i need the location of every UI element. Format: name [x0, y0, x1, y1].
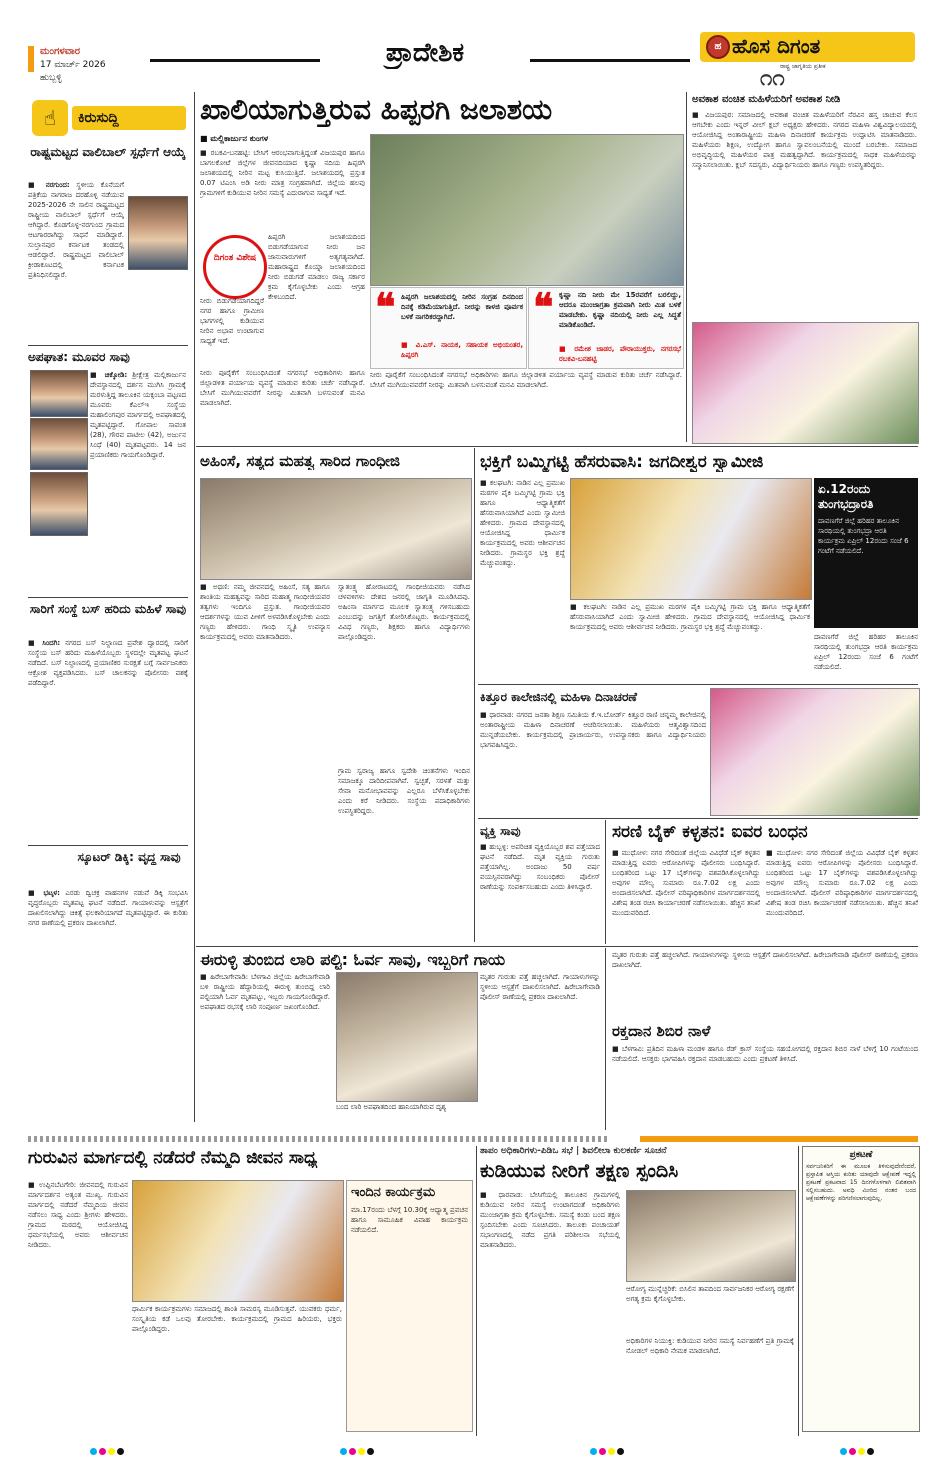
lorry-caption: ಬಂದ ಲಾರಿ ಅಪಘಾತದಿಂದ ಹಾನಿಯಾಗಿರುವ ದೃಶ್ಯ — [336, 1103, 447, 1111]
lead-byline: ■ ಮಲ್ಲಿಕಾರ್ಜುನ ಕುಂಗಳ — [200, 134, 269, 143]
kirusuddi-place-2: ■ ಚಿಕ್ಕೋಡಿ: — [90, 371, 128, 379]
reservoir-photo — [370, 134, 684, 286]
kittur-body — [480, 710, 706, 814]
left-column-divider — [194, 92, 195, 1122]
jagadeeshwara-body — [480, 478, 565, 678]
kittur-headline: ಕಿತ್ತೂರ ಕಾಲೇಜಿನಲ್ಲಿ ಮಹಿಳಾ ದಿನಾಚರಣೆ — [480, 690, 638, 704]
masthead-rule-left — [150, 59, 320, 62]
gandhi-divider — [474, 448, 475, 942]
right-top-headline: ಅವಕಾಶ ವಂಚಿತ ಮಹಿಳೆಯರಿಗೆ ಅವಕಾಶ ನೀಡಿ — [692, 94, 841, 105]
section-dotted-rule — [28, 1136, 608, 1142]
water-headline: ಕುಡಿಯುವ ನೀರಿಗೆ ತಕ್ಷಣ ಸ್ಪಂದಿಸಿ — [480, 1160, 679, 1182]
lorry-body-2 — [480, 972, 600, 1130]
masthead-day: ಮಂಗಳವಾರ — [40, 46, 81, 57]
kirusuddi-text-4: ಎರಡು ದ್ವಿಚಕ್ರ ವಾಹನಗಳ ನಡುವೆ ಡಿಕ್ಕಿ ಸಂಭವಿಸಿ ವೃದ್ಧರೊಬ್ಬರು ಮೃತಪಟ್ಟ ಘಟನೆ ನಡೆದಿದೆ. ಗಾಯಾಳುವನ್ನು ಆಸ್ಪತ್ರೆಗೆ ದಾಖಲಿಸಲಾಗಿದ್ದು ಚಿಕಿತ್ಸೆ ಫಲಕಾರಿಯಾಗದೆ ಮೃತಪಟ್ಟಿದ್ದಾರೆ. ಈ ಕುರಿತು ನಗರ ಠಾಣೆಯಲ್ಲಿ ಪ್ರಕರಣ ದಾಖಲಾಗಿದೆ. — [28, 889, 188, 927]
lead-body-2 — [268, 232, 365, 362]
kirusuddi-body-2 — [90, 370, 186, 590]
kirusuddi-hand-icon: ☝ — [32, 100, 68, 136]
kirusuddi-divider-1 — [28, 345, 188, 346]
gandhi-text-2: ಸ್ವಾತಂತ್ರ್ಯ ಹೋರಾಟದಲ್ಲಿ ಗಾಂಧೀಜಿಯವರು ನಡೆಸಿದ ಚಳವಳಿಗಳು ದೇಶದ ಜನರಲ್ಲಿ ಜಾಗೃತಿ ಮೂಡಿಸಿದವು. ಅಹಿಂಸಾ ಮಾರ್ಗದ ಮೂಲಕ ಸ್ವಾತಂತ್ರ್ಯ ಗಳಿಸಬಹುದು ಎಂಬುದನ್ನು ಜಗತ್ತಿಗೆ ತೋರಿಸಿಕೊಟ್ಟರು. ಕಾರ್ಯಕ್ರಮದಲ್ಲಿ ವಿವಿಧ ಗಣ್ಯರು, ಶಿಕ್ಷಕರು ಹಾಗೂ ವಿದ್ಯಾರ್ಥಿಗಳು ಪಾಲ್ಗೊಂಡಿದ್ದರು. — [338, 583, 470, 641]
right-top-text: ■ ವಿಜಯಪುರ: ಸಮಾಜದಲ್ಲಿ ಅವಕಾಶ ವಂಚಿತ ಮಹಿಳೆಯರಿಗೆ ನೆರವಿನ ಹಸ್ತ ಚಾಚುವ ಕೆಲಸ ಆಗಬೇಕು ಎಂದು ಇನ್ನರ್ ವೀಲ್ ಕ್ಲಬ್ ಅಧ್ಯಕ್ಷರು ಹೇಳಿದರು. ನಗರದ ಮಹಿಳಾ ವಿಶ್ವವಿದ್ಯಾಲಯದಲ್ಲಿ ಆಯೋಜಿಸಿದ್ದ ಅಂತಾರಾಷ್ಟ್ರೀಯ ಮಹಿಳಾ ದಿನಾಚರಣೆ ಕಾರ್ಯಕ್ರಮ ಉದ್ಘಾಟಿಸಿ ಮಾತನಾಡಿದರು. ಮಹಿಳೆಯರು ಶಿಕ್ಷಣ, ಉದ್ಯೋಗ ಹಾಗೂ ಸ್ವಾವಲಂಬನೆಯಲ್ಲಿ ಮುಂದೆ ಬರಬೇಕು. ಸಮಾಜದ ಅಭಿವೃದ್ಧಿಯಲ್ಲಿ ಮಹಿಳೆಯರ ಪಾತ್ರ ಮಹತ್ವದ್ದಾಗಿದೆ. ಕಾರ್ಯಕ್ರಮದಲ್ಲಿ ಸಾಧಕ ಮಹಿಳೆಯರನ್ನು ಸನ್ಮಾನಿಸಲಾಯಿತು. ಕ್ಲಬ್ ಸದಸ್ಯರು, ವಿದ್ಯಾರ್ಥಿನಿಯರು ಹಾಗೂ ಗಣ್ಯರು ಉಪಸ್ಥಿತರಿದ್ದರು. — [692, 111, 917, 169]
jagadeeshwara-headline: ಭಕ್ತಿಗೆ ಬಮ್ಮಿಗಟ್ಟಿ ಹೆಸರುವಾಸಿ: ಜಗದೀಶ್ವರ ಸ್ವಾಮೀಜಿ — [480, 452, 764, 472]
kirusuddi-body-4 — [28, 888, 188, 1118]
chain-body — [612, 848, 760, 942]
kirusuddi-title-2: ಅಪಘಾತ: ಮೂವರ ಸಾವು — [28, 350, 130, 364]
jagadeeshwara-text-2: ■ ಕಲಘಟಗಿ: ನಾಡಿನ ಎಲ್ಲ ಪ್ರಮುಖ ಮಠಗಳ ಪೈಕಿ ಬಮ್ಮಿಗಟ್ಟಿ ಗ್ರಾಮ ಭಕ್ತಿ ಹಾಗೂ ಆಧ್ಯಾತ್ಮಿಕತೆಗೆ ಹೆಸರುವಾಸಿಯಾಗಿದೆ ಎಂದು ಸ್ವಾಮೀಜಿ ಹೇಳಿದರು. ಗ್ರಾಮದ ದೇವಸ್ಥಾನದಲ್ಲಿ ಆಯೋಜಿಸಿದ್ದ ಧಾರ್ಮಿಕ ಕಾರ್ಯಕ್ರಮದಲ್ಲಿ ಅವರು ಆಶೀರ್ವಚನ ನೀಡಿದರು. ಗ್ರಾಮಸ್ಥರ ಭಕ್ತಿ ಶ್ರದ್ಧೆ ಮೆಚ್ಚುವಂತದ್ದು. — [570, 603, 810, 631]
kirusuddi-title-4: ಸ್ಕೂಟರ್ ಡಿಕ್ಕಿ: ವೃದ್ಧ ಸಾವು — [77, 850, 181, 864]
brand-tagline: ರಾಷ್ಟ್ರ ಜಾಗೃತಿಯ ಪ್ರತೀಕ — [780, 63, 826, 70]
blood-top-text-content: ಮೃತರ ಗುರುತು ಪತ್ತೆ ಹಚ್ಚಲಾಗಿದೆ. ಗಾಯಾಳುಗಳನ್ನು ಸ್ಥಳೀಯ ಆಸ್ಪತ್ರೆಗೆ ದಾಖಲಿಸಲಾಗಿದೆ. ಹಿರೇಬಾಗೇವಾಡಿ ಪೊಲೀಸ್ ಠಾಣೆಯಲ್ಲಿ ಪ್ರಕರಣ ದಾಖಲಾಗಿದೆ. — [612, 951, 918, 969]
gandhi-body-1 — [200, 582, 330, 942]
quote-mark-2-icon: ❝ — [533, 287, 554, 329]
row1-divider — [196, 446, 918, 447]
kirusuddi-body-1 — [28, 180, 124, 350]
brand-emblem-icon: ಹ — [706, 35, 730, 59]
blood-text: ■ ಬೆಳಗಾವಿ: ಪ್ರತಿದಿನ ಮಹಿಳಾ ಮಂಡಳಿ ಹಾಗೂ ರೆಡ್ ಕ್ರಾಸ್ ಸಂಸ್ಥೆಯ ಸಹಯೋಗದಲ್ಲಿ ರಕ್ತದಾನ ಶಿಬಿರ ನಾಳೆ ಬೆಳಿಗ್ಗೆ 10 ಗಂಟೆಯಿಂದ ನಡೆಯಲಿದೆ. ಆಸಕ್ತರು ಭಾಗವಹಿಸಿ ರಕ್ತದಾನ ಮಾಡಬಹುದು ಎಂದು ಪ್ರಕಟಣೆ ತಿಳಿಸಿದೆ. — [612, 1045, 918, 1063]
brand-name: ಹೊಸ ದಿಗಂತ — [732, 34, 821, 58]
chain-headline: ಸರಣಿ ಬೈಕ್ ಕಳ್ಳತನ: ಐವರ ಬಂಧನ — [612, 822, 808, 842]
victim-photo-2 — [30, 418, 88, 470]
jagadeeshwara-text: ■ ಕಲಘಟಗಿ: ನಾಡಿನ ಎಲ್ಲ ಪ್ರಮುಖ ಮಠಗಳ ಪೈಕಿ ಬಮ್ಮಿಗಟ್ಟಿ ಗ್ರಾಮ ಭಕ್ತಿ ಹಾಗೂ ಆಧ್ಯಾತ್ಮಿಕತೆಗೆ ಹೆಸರುವಾಸಿಯಾಗಿದೆ ಎಂದು ಸ್ವಾಮೀಜಿ ಹೇಳಿದರು. ಗ್ರಾಮದ ದೇವಸ್ಥಾನದಲ್ಲಿ ಆಯೋಜಿಸಿದ್ದ ಧಾರ್ಮಿಕ ಕಾರ್ಯಕ್ರಮದಲ್ಲಿ ಅವರು ಆಶೀರ್ವಚನ ನೀಡಿದರು. ಗ್ರಾಮಸ್ಥರ ಭಕ್ತಿ ಶ್ರದ್ಧೆ ಮೆಚ್ಚುವಂತದ್ದು. — [480, 479, 565, 567]
water-kicker: ತಾಪಂ ಅಧಿಕಾರಿಗಳು-ಪಿಡಿಒ ಸಭೆ | ಶಿವಲೀಲಾ ಕುಲಕರ್ಣಿ ಸೂಚನೆ — [480, 1146, 667, 1156]
swamiji-photo — [570, 478, 812, 600]
masthead-date: 17 ಮಾರ್ಚ್ 2026 — [40, 60, 106, 70]
water-text-1: ■ ಧಾರವಾಡ: ಬೇಸಿಗೆಯಲ್ಲಿ ತಾಲೂಕಿನ ಗ್ರಾಮಗಳಲ್ಲಿ ಕುಡಿಯುವ ನೀರಿನ ಸಮಸ್ಯೆ ಉಂಟಾಗದಂತೆ ಅಧಿಕಾರಿಗಳು ಮುಂಜಾಗ್ರತಾ ಕ್ರಮ ಕೈಗೊಳ್ಳಬೇಕು. ಸಮಸ್ಯೆ ಕಂಡು ಬಂದ ತಕ್ಷಣ ಸ್ಪಂದಿಸಬೇಕು ಎಂದು ಸೂಚಿಸಿದರು. ತಾಲೂಕು ಪಂಚಾಯತ್ ಸಭಾಂಗಣದಲ್ಲಿ ನಡೆದ ಪ್ರಗತಿ ಪರಿಶೀಲನಾ ಸಭೆಯಲ್ಲಿ ಮಾತನಾಡಿದರು. — [480, 1191, 620, 1249]
kirusuddi-place-1: ■ ನರಗುಂದ: — [28, 181, 70, 189]
tungabhadra-after — [814, 632, 918, 680]
gandhi-body-3 — [338, 766, 470, 942]
chain-text: ■ ಮುಧೋಳ: ನಗರ ಸೇರಿದಂತೆ ಜಿಲ್ಲೆಯ ವಿವಿಧೆಡೆ ಬೈಕ್ ಕಳ್ಳತನ ಮಾಡುತ್ತಿದ್ದ ಐವರು ಆರೋಪಿಗಳನ್ನು ಪೊಲೀಸರು ಬಂಧಿಸಿದ್ದಾರೆ. ಬಂಧಿತರಿಂದ ಒಟ್ಟು 17 ಬೈಕ್‌ಗಳನ್ನು ವಶಪಡಿಸಿಕೊಳ್ಳಲಾಗಿದ್ದು ಅವುಗಳ ಮೌಲ್ಯ ಸುಮಾರು ರೂ.7.02 ಲಕ್ಷ ಎಂದು ಅಂದಾಜಿಸಲಾಗಿದೆ. ಪೊಲೀಸ್ ವರಿಷ್ಠಾಧಿಕಾರಿಗಳ ಮಾರ್ಗದರ್ಶನದಲ್ಲಿ ವಿಶೇಷ ತಂಡ ರಚಿಸಿ ಕಾರ್ಯಾಚರಣೆ ನಡೆಸಲಾಯಿತು. ಹೆಚ್ಚಿನ ತನಿಖೆ ಮುಂದುವರಿದಿದೆ. — [612, 849, 760, 917]
blood-top-text — [612, 950, 918, 1016]
brand-logo — [700, 32, 915, 62]
notice-divider — [798, 1146, 799, 1436]
gandhi-text-1: ■ ಅಥಣಿ: ನಮ್ಮ ಜೀವನದಲ್ಲಿ ಅಹಿಂಸೆ, ಸತ್ಯ ಹಾಗೂ ಶಾಂತಿಯ ಮಹತ್ವವನ್ನು ಸಾರಿದ ಮಹಾತ್ಮ ಗಾಂಧೀಜಿಯವರ ತತ್ವಗಳು ಇಂದಿಗೂ ಪ್ರಸ್ತುತ. ಗಾಂಧೀಜಿಯವರ ಆದರ್ಶಗಳನ್ನು ಯುವ ಪೀಳಿಗೆ ಅಳವಡಿಸಿಕೊಳ್ಳಬೇಕು ಎಂದು ಗಣ್ಯರು ಹೇಳಿದರು. ಗಾಂಧಿ ಸ್ಮೃತಿ ಉಪನ್ಯಾಸ ಕಾರ್ಯಕ್ರಮದಲ್ಲಿ ಅವರು ಮಾತನಾಡಿದರು. — [200, 583, 330, 641]
notice-title: ಪ್ರಕಟಣೆ — [849, 1150, 873, 1160]
tungabhadra-after-text: ದಾವಣಗೆರೆ ಜಿಲ್ಲೆ ಹರಿಹರ ತಾಲೂಕಿನ ಸಾರಥಿಯಲ್ಲಿ ತುಂಗಭದ್ರಾ ಆರತಿ ಕಾರ್ಯಕ್ರಮ ಏಪ್ರಿಲ್ 12ರಂದು ಸಂಜೆ 6 ಗಂಟೆಗೆ ನಡೆಯಲಿದೆ. — [814, 633, 918, 671]
quote-box-2 — [528, 287, 684, 369]
jagadeeshwara-divider — [478, 684, 918, 685]
page-number: ೧೧ — [760, 66, 785, 91]
quote-mark-1-icon: ❝ — [375, 287, 396, 329]
notice-body: ಸರ್ವಜನಿಕರಿಗೆ ಈ ಮೂಲಕ ತಿಳಿಸುವುದೇನೆಂದರೆ, ಪ್ರಸ್ತಾಪಿತ ಆಸ್ತಿಯ ಕುರಿತು ಯಾವುದೇ ಆಕ್ಷೇಪಣೆ ಇದ್ದಲ್ಲಿ ಪ್ರಕಟಣೆ ಪ್ರಕಟವಾದ 15 ದಿನಗಳೊಳಗಾಗಿ ಲಿಖಿತವಾಗಿ ಸಲ್ಲಿಸಬಹುದು. ಅವಧಿ ಮೀರಿದ ನಂತರ ಬಂದ ಆಕ್ಷೇಪಣೆಗಳನ್ನು ಪರಿಗಣಿಸಲಾಗುವುದಿಲ್ಲ. — [806, 1163, 916, 1202]
program-box — [346, 1180, 473, 1432]
kirusuddi-title-3: ಸಾರಿಗೆ ಸಂಸ್ಥೆ ಬಸ್ ಹರಿದು ಮಹಿಳೆ ಸಾವು — [29, 602, 187, 616]
lead-body-3 — [200, 296, 264, 366]
tungabhadra-box — [814, 478, 918, 628]
digantha-badge-label: ದಿಗಂತ ವಿಶೇಷ — [213, 253, 257, 263]
water-sub-2-text: ಅಧಿಕಾರಿಗಳ ನಿಯುಕ್ತಿ: ಕುಡಿಯುವ ನೀರಿನ ಸಮಸ್ಯೆ ನಿರ್ವಹಣೆಗೆ ಪ್ರತಿ ಗ್ರಾಮಕ್ಕೆ ನೋಡಲ್ ಅಧಿಕಾರಿ ನೇಮಕ ಮಾಡಲಾಗಿದೆ. — [626, 1337, 794, 1355]
lead-body-3b — [200, 368, 365, 438]
player-photo — [128, 196, 188, 270]
victim-photo-1 — [30, 370, 88, 417]
kirusuddi-divider-3 — [28, 845, 188, 846]
lorry-headline: ಈರುಳ್ಳಿ ತುಂಬಿದ ಲಾರಿ ಪಲ್ಟಿ: ಓರ್ವ ಸಾವು, ಇಬ್ಬರಿಗೆ ಗಾಯ — [200, 950, 506, 969]
death-headline: ವ್ಯಕ್ತಿ ಸಾವು — [480, 824, 521, 838]
chain-body-2 — [766, 848, 918, 942]
guru-text-1: ■ ಉಪ್ಪಿನಬೆಟಗೇರಿ: ಜೀವನದಲ್ಲಿ ಗುರುವಿನ ಮಾರ್ಗದರ್ಶನ ಅತ್ಯಂತ ಮುಖ್ಯ. ಗುರುವಿನ ಮಾರ್ಗದಲ್ಲಿ ನಡೆದರೆ ನೆಮ್ಮದಿಯ ಜೀವನ ನಡೆಸಲು ಸಾಧ್ಯ ಎಂದು ಶ್ರೀಗಳು ಹೇಳಿದರು. ಗ್ರಾಮದ ಮಠದಲ್ಲಿ ಆಯೋಜಿಸಿದ್ದ ಧರ್ಮಸಭೆಯಲ್ಲಿ ಅವರು ಆಶೀರ್ವಚನ ನೀಡಿದರು. — [28, 1181, 128, 1249]
tungabhadra-body: ದಾವಣಗೆರೆ ಜಿಲ್ಲೆ ಹರಿಹರ ತಾಲೂಕಿನ ಸಾರಥಿಯಲ್ಲಿ ತುಂಗಭದ್ರಾ ಆರತಿ ಕಾರ್ಯಕ್ರಮ ಏಪ್ರಿಲ್ 12ರಂದು ಸಂಜೆ 6 ಗಂಟೆಗೆ ನಡೆಯಲಿದೆ. — [818, 517, 909, 555]
quote-box-1 — [370, 287, 527, 369]
kirusuddi-header — [28, 98, 186, 138]
lead-body-1 — [200, 148, 365, 231]
guru-headline: ಗುರುವಿನ ಮಾರ್ಗದಲ್ಲಿ ನಡೆದರೆ ನೆಮ್ಮದಿ ಜೀವನ ಸಾಧ್ಯ — [28, 1148, 318, 1168]
row2-divider — [196, 946, 918, 947]
notice-box — [802, 1146, 920, 1432]
victim-photo-3 — [30, 472, 88, 536]
quote-1: ಹಿಪ್ಪರಗಿ ಜಲಾಶಯದಲ್ಲಿ ನೀರಿನ ಸಂಗ್ರಹ ದಿನದಿಂದ ದಿನಕ್ಕೆ ಕಡಿಮೆಯಾಗುತ್ತಿದೆ. ನೀರನ್ನು ಕಾಳಜಿ ಪೂರ್ವಕ ಬಳಕೆ ನಾಗರಿಕರದ್ದಾಗಿದೆ. — [401, 293, 523, 321]
jagadeeshwara-body-2 — [570, 602, 810, 678]
quote-1-by: ■ ವಿ.ಎಸ್. ನಾಯಕ, ಸಹಾಯಕ ಅಭಿಯಂತರ, ಹಿಪ್ಪರಗಿ — [401, 341, 523, 359]
registration-dots-4 — [840, 1440, 876, 1459]
guru-divider — [476, 1146, 477, 1436]
guru-text-2: ಧಾರ್ಮಿಕ ಕಾರ್ಯಕ್ರಮಗಳು ಸಮಾಜದಲ್ಲಿ ಶಾಂತಿ ಸಾಮರಸ್ಯ ಮೂಡಿಸುತ್ತವೆ. ಯುವಕರು ಧರ್ಮ, ಸಂಸ್ಕೃತಿಯ ಕಡೆ ಒಲವು ತೋರಬೇಕು. ಕಾರ್ಯಕ್ರಮದಲ್ಲಿ ಗ್ರಾಮದ ಹಿರಿಯರು, ಭಕ್ತರು ಪಾಲ್ಗೊಂಡಿದ್ದರು. — [132, 1305, 342, 1333]
kirusuddi-text-1: ಸ್ಥಳೀಯ ಕೊನೆಯಗೆ ಪತ್ರಿಕೆಯ ನಾಗರಾಜ ದರಹೊಳ್ಳಿ ನಡೆಯುವ 2025-2026 ನೇ ಸಾಲಿನ ರಾಷ್ಟ್ರಮಟ್ಟದ ರಾಷ್ಟ್ರೀಯ ವಾಲಿಬಾಲ್ ಸ್ಪರ್ಧೆಗೆ ಆಯ್ಕೆ ಆಗಿದ್ದಾರೆ. ಕೊಡಗೊಳ್ಳ-ನರಗುಂದ ಗ್ರಾಮದ ಆಟಗಾರರಾಗಿದ್ದು ಸಾಧನೆ ಮಾಡಿದ್ದಾರೆ. ಸುಲ್ತಾನಪುರ ಕರ್ನಾಟಕ ತಂಡದಲ್ಲಿ ಆಡಲಿದ್ದಾರೆ. ರಾಷ್ಟ್ರಮಟ್ಟದ ವಾಲಿಬಾಲ್ ಕ್ರೀಡಾಕೂಟದಲ್ಲಿ ಕರ್ನಾಟಕ ಪ್ರತಿನಿಧಿಸಲಿದ್ದಾರೆ. — [28, 181, 124, 279]
lorry-body-1 — [200, 972, 330, 1130]
registration-dots-3 — [590, 1440, 626, 1459]
gandhi-body-2 — [338, 582, 470, 762]
lead-body-4 — [370, 370, 682, 440]
lorry-text-2: ಮೃತರ ಗುರುತು ಪತ್ತೆ ಹಚ್ಚಲಾಗಿದೆ. ಗಾಯಾಳುಗಳನ್ನು ಸ್ಥಳೀಯ ಆಸ್ಪತ್ರೆಗೆ ದಾಖಲಿಸಲಾಗಿದೆ. ಹಿರೇಬಾಗೇವಾಡಿ ಪೊಲೀಸ್ ಠಾಣೆಯಲ್ಲಿ ಪ್ರಕರಣ ದಾಖಲಾಗಿದೆ. — [480, 973, 600, 1001]
digantha-vishesha-badge — [203, 235, 267, 299]
kirusuddi-place-3: ■ ಸಿಂದಗಿ: — [28, 639, 61, 647]
water-body-1 — [480, 1190, 620, 1430]
gandhi-event-photo — [200, 478, 472, 580]
lead-text-5: ನೀರು ಪೂರೈಕೆಗೆ ಸಂಬಂಧಿಸಿದಂತೆ ನಗರಸಭೆ ಅಧಿಕಾರಿಗಳು ಹಾಗೂ ಜಿಲ್ಲಾಡಳಿತ ಪರ್ಯಾಯ ವ್ಯವಸ್ಥೆ ಮಾಡುವ ಕುರಿತು ಚರ್ಚೆ ನಡೆಸಿದ್ದಾರೆ. ಬೇಸಿಗೆ ಮುಗಿಯುವವರೆಗೆ ನೀರನ್ನು ಮಿತವಾಗಿ ಬಳಸುವಂತೆ ಮನವಿ ಮಾಡಲಾಗಿದೆ. — [370, 371, 682, 389]
kirusuddi-text-2: ಶ್ರೀಕ್ಷೇತ್ರ ಮಲ್ಲಿಕಾರ್ಜುನ ದೇವಸ್ಥಾನದಲ್ಲಿ ದರ್ಶನ ಮುಗಿಸಿ ಗ್ರಾಮಕ್ಕೆ ಮರಳುತ್ತಿದ್ದ ತಾಲೂಕಿನ ಯಕ್ಸಂಬಾ ಪಟ್ಟಣದ ಮೂವರು ಕೆಎಲ್ಇ ಸಂಸ್ಥೆಯ ಮಹಾಲಿಂಗಪುರ ಮಾರ್ಗದಲ್ಲಿ ಅಪಘಾತದಲ್ಲಿ ಮೃತಪಟ್ಟಿದ್ದಾರೆ. ಗೋಪಾಲ ಸಾವಂತ (28), ಗೌರವ ಪಾಟೀಲ (42), ಅರ್ಜುನ ಸಿಂಧೆ (40) ಮೃತಪಟ್ಟವರು. 14 ಜನ ಪ್ರಯಾಣಿಕರು ಗಾಯಗೊಂಡಿದ್ದಾರೆ. — [90, 371, 186, 459]
registration-dots-2 — [340, 1440, 376, 1459]
masthead-rule-right — [530, 59, 690, 62]
kirusuddi-divider-2 — [28, 597, 188, 598]
program-title: ಇಂದಿನ ಕಾರ್ಯಕ್ರಮ — [351, 1185, 436, 1200]
kirusuddi-label: ಕಿರುಸುದ್ದಿ — [72, 106, 186, 130]
lorry-photo — [336, 972, 478, 1102]
kirusuddi-body-3 — [28, 638, 188, 838]
lorry-text-1: ■ ಹಿರೇಬಾಗೇವಾಡಿ: ಬೆಳಗಾವಿ ಜಿಲ್ಲೆಯ ಹಿರೇಬಾಗೇವಾಡಿ ಬಳಿ ರಾಷ್ಟ್ರೀಯ ಹೆದ್ದಾರಿಯಲ್ಲಿ ಈರುಳ್ಳಿ ತುಂಬಿದ್ದ ಲಾರಿ ಪಲ್ಟಿಯಾಗಿ ಓರ್ವ ಮೃತಪಟ್ಟು, ಇಬ್ಬರು ಗಾಯಗೊಂಡಿದ್ದಾರೆ. ಅಪಘಾತದ ರಭಸಕ್ಕೆ ಲಾರಿ ಸಂಪೂರ್ಣ ಜಖಂಗೊಂಡಿದೆ. — [200, 973, 330, 1011]
death-text: ■ ಹುಬ್ಬಳ್ಳಿ: ಅಪರಿಚಿತ ವ್ಯಕ್ತಿಯೊಬ್ಬರ ಶವ ಪತ್ತೆಯಾದ ಘಟನೆ ನಡೆದಿದೆ. ಮೃತ ವ್ಯಕ್ತಿಯ ಗುರುತು ಪತ್ತೆಯಾಗಿಲ್ಲ. ಅಂದಾಜು 50 ವರ್ಷ ವಯಸ್ಸಿನವರಾಗಿದ್ದು ಸಂಬಂಧಿಕರು ಪೊಲೀಸ್ ಠಾಣೆಯನ್ನು ಸಂಪರ್ಕಿಸಬಹುದು ಎಂದು ತಿಳಿಸಿದ್ದಾರೆ. — [480, 843, 600, 891]
registration-dots-1 — [90, 1440, 126, 1459]
guru-body-2 — [132, 1304, 342, 1430]
guru-body-1 — [28, 1180, 128, 1430]
gandhi-text-3: ಗ್ರಾಮ ಸ್ವರಾಜ್ಯ ಹಾಗೂ ಸ್ವದೇಶಿ ಚಿಂತನೆಗಳು ಇಂದಿನ ಸಮಾಜಕ್ಕೂ ದಾರಿದೀಪವಾಗಿವೆ. ಸ್ವಚ್ಛತೆ, ಸರಳತೆ ಮತ್ತು ಸೇವಾ ಮನೋಭಾವವನ್ನು ಎಲ್ಲರೂ ಬೆಳೆಸಿಕೊಳ್ಳಬೇಕು ಎಂದು ಕರೆ ನೀಡಿದರು. ಸಂಸ್ಥೆಯ ಪದಾಧಿಕಾರಿಗಳು ಉಪಸ್ಥಿತರಿದ್ದರು. — [338, 767, 470, 815]
masthead-bar — [28, 46, 34, 72]
lead-text-4: ನೀರು ಪೂರೈಕೆಗೆ ಸಂಬಂಧಿಸಿದಂತೆ ನಗರಸಭೆ ಅಧಿಕಾರಿಗಳು ಹಾಗೂ ಜಿಲ್ಲಾಡಳಿತ ಪರ್ಯಾಯ ವ್ಯವಸ್ಥೆ ಮಾಡುವ ಕುರಿತು ಚರ್ಚೆ ನಡೆಸಿದ್ದಾರೆ. ಬೇಸಿಗೆ ಮುಗಿಯುವವರೆಗೆ ನೀರನ್ನು ಮಿತವಾಗಿ ಬಳಸುವಂತೆ ಮನವಿ ಮಾಡಲಾಗಿದೆ. — [200, 369, 365, 407]
death-divider — [605, 820, 606, 944]
kirusuddi-place-4: ■ ಭಟ್ಕಳ: — [28, 889, 60, 897]
blood-body — [612, 1044, 918, 1130]
chain-text-2: ■ ಮುಧೋಳ: ನಗರ ಸೇರಿದಂತೆ ಜಿಲ್ಲೆಯ ವಿವಿಧೆಡೆ ಬೈಕ್ ಕಳ್ಳತನ ಮಾಡುತ್ತಿದ್ದ ಐವರು ಆರೋಪಿಗಳನ್ನು ಪೊಲೀಸರು ಬಂಧಿಸಿದ್ದಾರೆ. ಬಂಧಿತರಿಂದ ಒಟ್ಟು 17 ಬೈಕ್‌ಗಳನ್ನು ವಶಪಡಿಸಿಕೊಳ್ಳಲಾಗಿದ್ದು ಅವುಗಳ ಮೌಲ್ಯ ಸುಮಾರು ರೂ.7.02 ಲಕ್ಷ ಎಂದು ಅಂದಾಜಿಸಲಾಗಿದೆ. ಪೊಲೀಸ್ ವರಿಷ್ಠಾಧಿಕಾರಿಗಳ ಮಾರ್ಗದರ್ಶನದಲ್ಲಿ ವಿಶೇಷ ತಂಡ ರಚಿಸಿ ಕಾರ್ಯಾಚರಣೆ ನಡೆಸಲಾಯಿತು. ಹೆಚ್ಚಿನ ತನಿಖೆ ಮುಂದುವರಿದಿದೆ. — [766, 849, 918, 917]
womens-day-photo — [692, 322, 919, 444]
right-top-body — [692, 110, 917, 320]
water-sub-2 — [626, 1336, 794, 1430]
lead-text-2: ಹಿಪ್ಪರಗಿ ಜಲಾಶಯದಿಂದ ಬಿಡುಗಡೆಯಾಗುವ ನೀರು ಜನ ಜಾನುವಾರುಗಳಿಗೆ ಅತ್ಯಗತ್ಯವಾಗಿದೆ. ಮಹಾರಾಷ್ಟ್ರದ ಕೊಯ್ನಾ ಜಲಾಶಯದಿಂದ ನೀರು ಬಿಡುಗಡೆ ಮಾಡಲು ರಾಜ್ಯ ಸರ್ಕಾರ ಕ್ರಮ ಕೈಗೊಳ್ಳಬೇಕು ಎಂದು ಆಗ್ರಹ ಕೇಳಿಬಂದಿದೆ. — [268, 233, 365, 301]
quote-2: ಕೃಷ್ಣಾ ನದಿ ನೀರು ಮೇ 15ರವರೆಗೆ ಬರಲಿದ್ದು, ಆದರೂ ಮುಂಜಾಗ್ರತಾ ಕ್ರಮವಾಗಿ ನೀರು ಮಿತ ಬಳಕೆ ಮಾಡಬೇಕು. ಕೃಷ್ಣಾ ನದಿಯಲ್ಲಿ ನೀರು ಎಲ್ಲ ಸಿದ್ಧತೆ ಮಾಡಿಕೊಂಡಿದೆ. — [559, 291, 681, 329]
lead-right-divider — [686, 92, 687, 442]
kittur-text: ■ ಧಾರವಾಡ: ನಗರದ ಜನತಾ ಶಿಕ್ಷಣ ಸಮಿತಿಯ ಕೆ.ಇ.ಬೋರ್ಡ್ ಕಿತ್ತೂರ ರಾಣಿ ಚನ್ನಮ್ಮ ಕಾಲೇಜಿನಲ್ಲಿ ಅಂತಾರಾಷ್ಟ್ರೀಯ ಮಹಿಳಾ ದಿನಾಚರಣೆ ಆಚರಿಸಲಾಯಿತು. ಮಹಿಳೆಯರು ಆತ್ಮವಿಶ್ವಾಸದಿಂದ ಮುನ್ನಡೆಯಬೇಕು. ಕಾರ್ಯಕ್ರಮದಲ್ಲಿ ಪ್ರಾಚಾರ್ಯರು, ಉಪನ್ಯಾಸಕರು ಹಾಗೂ ವಿದ್ಯಾರ್ಥಿನಿಯರು ಭಾಗವಹಿಸಿದ್ದರು. — [480, 711, 706, 749]
lead-text-3: ನೀರು ಬಿಡುಗಡೆಯಾಗದಿದ್ದರೆ ನಗರ ಹಾಗೂ ಗ್ರಾಮೀಣ ಭಾಗಗಳಲ್ಲಿ ಕುಡಿಯುವ ನೀರಿನ ಅಭಾವ ಉಂಟಾಗುವ ಸಾಧ್ಯತೆ ಇದೆ. — [200, 297, 264, 345]
section-title: ಪ್ರಾದೇಶಿಕ — [385, 38, 465, 68]
kittur-photo — [710, 688, 920, 816]
kirusuddi-title-1: ರಾಷ್ಟ್ರಮಟ್ಟದ ವಾಲಿಬಾಲ್ ಸ್ಪರ್ಧೆಗೆ ಆಯ್ಕೆ — [30, 145, 186, 159]
program-body: ಮಾ.17ರಂದು ಬೆಳಗ್ಗೆ 10.30ಕ್ಕೆ ಆಧ್ಯಾತ್ಮ ಪ್ರವಚನ ಹಾಗೂ ಸಾಮೂಹಿಕ ವಿವಾಹ ಕಾರ್ಯಕ್ರಮ ನಡೆಯಲಿದೆ. — [351, 1206, 468, 1234]
lead-headline: ಖಾಲಿಯಾಗುತ್ತಿರುವ ಹಿಪ್ಪರಗಿ ಜಲಾಶಯ — [200, 93, 553, 126]
gandhi-headline: ಅಹಿಂಸೆ, ಸತ್ಯದ ಮಹತ್ವ ಸಾರಿದ ಗಾಂಧೀಜಿ — [200, 452, 400, 470]
water-sub-1-text: ಆರೋಗ್ಯ ಮುನ್ನೆಚ್ಚರಿಕೆ: ಬಿಸಿಲಿನ ತಾಪದಿಂದ ಸಾರ್ವಜನಿಕರ ಆರೋಗ್ಯ ರಕ್ಷಣೆಗೆ ಅಗತ್ಯ ಕ್ರಮ ಕೈಗೊಳ್ಳಬೇಕು. — [626, 1285, 794, 1303]
section-accent-rule — [640, 1136, 918, 1142]
masthead-city: ಹುಬ್ಬಳ್ಳಿ — [40, 73, 62, 83]
water-meeting-photo — [626, 1190, 796, 1282]
lorry-divider — [605, 948, 606, 1130]
lead-text-1: ■ ರಬಕವಿ-ಬನಹಟ್ಟಿ: ಬೇಸಿಗೆ ಆರಂಭವಾಗುತ್ತಿದ್ದಂತೆ ವಿಜಯಪುರ ಹಾಗೂ ಬಾಗಲಕೋಟೆ ಜಿಲ್ಲೆಗಳ ಜೀವನದಿಯಾದ ಕೃಷ್ಣಾ ನದಿಯ ಹಿಪ್ಪರಗಿ ಜಲಾಶಯದಲ್ಲಿ ನೀರಿನ ಮಟ್ಟ ಕುಸಿಯುತ್ತಿದೆ. ಜಲಾಶಯದಲ್ಲಿ ಪ್ರಸ್ತುತ 0.07 ಟಿಎಂಸಿ ಅಡಿ ನೀರು ಮಾತ್ರ ಸಂಗ್ರಹವಾಗಿದೆ. ಜಿಲ್ಲೆಯ ಹಲವು ಗ್ರಾಮಗಳಿಗೆ ಕುಡಿಯುವ ನೀರಿನ ಸಮಸ್ಯೆ ಎದುರಾಗುವ ಸಾಧ್ಯತೆ ಇದೆ. — [200, 149, 365, 197]
quote-2-by: ■ ರಮೇಶ ಜಾಡರ, ಪೌರಾಯುಕ್ತರು, ನಗರಸಭೆ ರಬಕವಿ-ಬನಹಟ್ಟಿ — [559, 345, 681, 363]
guru-photo — [132, 1180, 344, 1302]
kirusuddi-text-3: ನಗರದ ಬಸ್ ನಿಲ್ದಾಣದ ಪ್ರವೇಶ ದ್ವಾರದಲ್ಲಿ ಸಾರಿಗೆ ಸಂಸ್ಥೆಯ ಬಸ್ ಹರಿದು ಮಹಿಳೆಯೊಬ್ಬರು ಸ್ಥಳದಲ್ಲೇ ಮೃತಪಟ್ಟ ಘಟನೆ ನಡೆದಿದೆ. ಬಸ್ ನಿಲ್ದಾಣದಲ್ಲಿ ಪ್ರಯಾಣಿಕರ ಸುರಕ್ಷತೆ ಬಗ್ಗೆ ಸಾರ್ವಜನಿಕರು ಆಕ್ರೋಶ ವ್ಯಕ್ತಪಡಿಸಿದರು. ಬಸ್ ಚಾಲಕನನ್ನು ಪೊಲೀಸರು ವಶಕ್ಕೆ ಪಡೆದಿದ್ದಾರೆ. — [28, 639, 188, 687]
blood-headline: ರಕ್ತದಾನ ಶಿಬಿರ ನಾಳೆ — [612, 1022, 711, 1040]
kittur-divider — [478, 818, 918, 819]
water-sub-1 — [626, 1284, 794, 1334]
death-body — [480, 842, 600, 942]
tungabhadra-title: ಏ.12ರಂದು ತುಂಗಭದ್ರಾರತಿ — [818, 482, 874, 511]
